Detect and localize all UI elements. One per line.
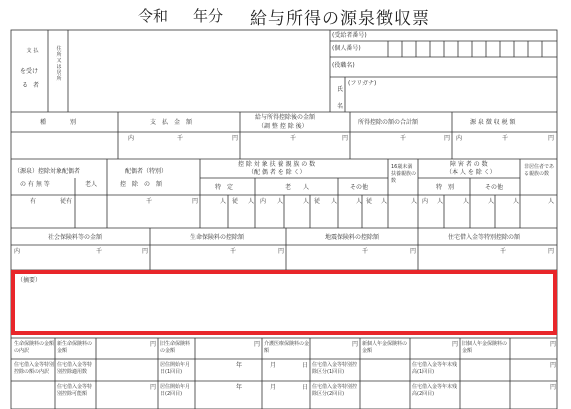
unit-person-1: 人	[220, 198, 227, 205]
housing-loan-header: 住宅借入金等特別控除の額	[448, 234, 521, 241]
address-label: 住所又は居所	[56, 46, 62, 82]
deduction-total-header: 所得控除の額の合計額	[358, 119, 419, 126]
unit-thousand-7: 千	[230, 248, 237, 255]
nonresident-header: 非居住者である親族の数	[524, 164, 555, 177]
day-unit-1: 日	[302, 362, 309, 369]
era-label: 令和	[138, 7, 169, 25]
month-unit-2: 月	[270, 384, 277, 391]
unit-yen-7: 円	[278, 248, 285, 255]
unit-yen-8: 円	[410, 248, 417, 255]
document-title: 給与所得の源泉徴収票	[250, 9, 430, 29]
quake-insurance-header: 地震保険料の控除額	[325, 234, 380, 241]
remarks-label: （摘要）	[17, 277, 42, 284]
unit-yen-4: 円	[548, 135, 555, 142]
housing-class-2-label: 住宅借入金等特別控除区分(2回目)	[312, 384, 358, 397]
housing-class-1-label: 住宅借入金等特別控除区分(1回目)	[312, 362, 358, 375]
social-insurance-header: 社会保険料等の金額	[48, 234, 103, 241]
unit-yen-12: 円	[352, 341, 359, 348]
unit-yen-1: 円	[232, 135, 239, 142]
name-label-1: 氏	[337, 86, 344, 93]
year-unit-2: 年	[236, 384, 243, 391]
unit-jyu-2: 従	[314, 198, 321, 205]
unit-in-5: 内	[14, 248, 21, 255]
dep-old: 老 人	[285, 184, 310, 191]
furigana-label: (フリガナ)	[348, 80, 377, 87]
unit-person-6: 人	[356, 198, 363, 205]
unit-thousand-2: 千	[290, 135, 297, 142]
unit-person-3: 人	[277, 198, 284, 205]
unit-thousand-4: 千	[502, 135, 509, 142]
dep-other: その他	[350, 184, 369, 191]
payee-label-2: 払	[33, 48, 39, 54]
unit-yen-3: 円	[444, 135, 451, 142]
unit-person-7: 人	[381, 198, 388, 205]
new-life-label: 新生命保険料の金額	[57, 341, 93, 354]
payee-label-4: る	[22, 82, 29, 89]
taxpayer-number-label: (受給者番号)	[332, 32, 367, 39]
unit-thousand-8: 千	[362, 248, 369, 255]
after-deduction-sub: （調 整 控 除 後）	[258, 123, 308, 130]
spouse-special-sub: 控 除 の 額	[120, 181, 163, 188]
unit-in: 内	[128, 135, 135, 142]
unit-in-3: 内	[260, 198, 267, 205]
housing-count-label: 住宅借入金等特別控除適用数	[57, 362, 93, 375]
name-label-2: 名	[337, 103, 344, 110]
unit-person-13: 人	[548, 198, 555, 205]
unit-yen-9: 円	[548, 248, 555, 255]
under16-header: 16歳未満扶養親族の数	[391, 164, 417, 184]
life-breakdown-label: 生命保険料の金額の内訳	[14, 341, 55, 354]
loan-balance-2-label: 住宅借入金等年末残高(2回目)	[412, 384, 458, 397]
old-pension-label: 旧個人年金保険料の金額	[462, 341, 508, 354]
payee-label-5: 者	[33, 82, 40, 89]
disabled-header: 障 害 者 の 数	[450, 161, 488, 168]
life-insurance-header: 生命保険料の控除額	[190, 234, 245, 241]
unit-person-11: 人	[488, 198, 495, 205]
unit-yen-15: 円	[550, 362, 557, 369]
unit-yen-11: 円	[254, 341, 261, 348]
month-unit-1: 月	[270, 362, 277, 369]
year-suffix: 年分	[193, 7, 224, 25]
unit-yen-5: 円	[192, 198, 199, 205]
day-unit-2: 日	[302, 384, 309, 391]
spouse-elderly: 老人	[85, 181, 98, 188]
after-deduction-header: 給与所得控除後の金額	[255, 114, 316, 121]
unit-thousand-5: 千	[146, 198, 153, 205]
unit-yen-16: 円	[150, 384, 157, 391]
unit-thousand-6: 千	[96, 248, 103, 255]
year-unit-1: 年	[236, 362, 243, 369]
unit-person-9: 人	[437, 198, 444, 205]
type-header: 種 別	[40, 119, 77, 126]
payee-label-1: 支	[26, 48, 32, 54]
spouse-special-header: 配偶者（特別）	[125, 168, 168, 175]
unit-yen-6: 円	[142, 248, 149, 255]
unit-in-2: 内	[456, 135, 463, 142]
unit-yen-10: 円	[150, 341, 157, 348]
unit-person-12: 人	[513, 198, 520, 205]
spouse-header: （源泉）控除対象配偶者	[14, 168, 81, 175]
disabled-sub: （本 人 を 除 く）	[446, 169, 496, 176]
unit-thousand-9: 千	[500, 248, 507, 255]
dependents-count-sub: （配 偶 者 を 除 く）	[248, 169, 306, 176]
unit-person-4: 人	[303, 198, 310, 205]
remarks-highlight-box	[11, 270, 557, 335]
unit-yen-13: 円	[452, 341, 459, 348]
unit-yen-14: 円	[550, 341, 557, 348]
care-medical-label: 介護医療保険料の金額	[264, 341, 310, 354]
unit-yen-2: 円	[342, 135, 349, 142]
unit-person-5: 人	[331, 198, 338, 205]
disabled-special: 特 別	[436, 184, 455, 191]
unit-yen-17: 円	[550, 384, 557, 391]
unit-in-4: 内	[422, 198, 429, 205]
unit-thousand-3: 千	[400, 135, 407, 142]
move-in-date-2-label: 居住開始年月日(2回目)	[160, 384, 191, 397]
move-in-date-1-label: 居住開始年月日(1回目)	[160, 362, 191, 375]
job-title-label: (役職名)	[332, 62, 355, 69]
payee-label-3: を受け	[20, 68, 39, 75]
housing-possible-label: 住宅借入金等特別控除可能額	[57, 384, 93, 397]
payment-amount-header: 支 払 金 額	[150, 119, 193, 126]
unit-person-2: 人	[248, 198, 255, 205]
unit-jyu-1: 従	[232, 198, 239, 205]
loan-balance-1-label: 住宅借入金等年末残高(1回目)	[412, 362, 458, 375]
spouse-jyu-have: 従有	[60, 198, 73, 205]
unit-jyu-3: 従	[366, 198, 373, 205]
unit-thousand-1: 千	[177, 135, 184, 142]
new-pension-label: 新個人年金保険料の金額	[362, 341, 408, 354]
withholding-tax-header: 源 泉 徴 収 税 額	[470, 119, 516, 126]
old-life-label: 旧生命保険料の金額	[160, 341, 191, 354]
housing-breakdown-label: 住宅借入金等特別控除の額の内訳	[14, 362, 55, 375]
unit-person-10: 人	[463, 198, 470, 205]
personal-number-label: (個人番号)	[332, 45, 361, 52]
disabled-other: その他	[485, 184, 504, 191]
spouse-have: 有	[30, 198, 37, 205]
spouse-sub: の 有 無 等	[20, 181, 50, 188]
dep-specific: 特 定	[215, 184, 234, 191]
unit-person-8: 人	[411, 198, 418, 205]
dependents-count-header: 控 除 対 象 扶 養 親 族 の 数	[238, 161, 316, 168]
